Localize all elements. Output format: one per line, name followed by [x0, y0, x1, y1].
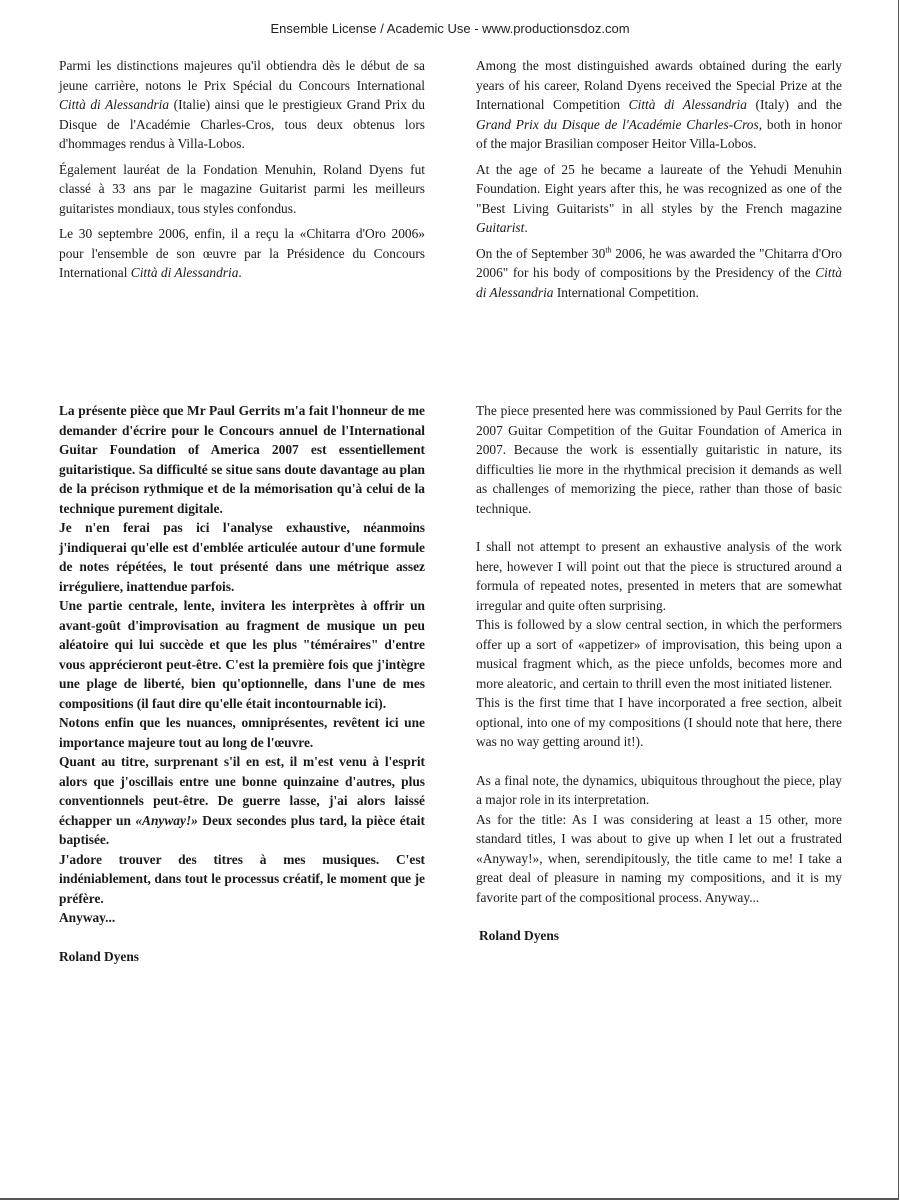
bio-english-paragraph-3: On the of September 30th 2006, he was awarded the "Chitarra d'Oro 2006" for his body of compositions by the Presidency of the Città di Alessandria International Competition.	[476, 245, 842, 300]
note-english-column	[476, 401, 842, 946]
bio-english-paragraph-2: At the age of 25 he became a laureate of the Yehudi Menuhin Foundation. Eight years after this, he was recognized as one of the "Best Living Guitarists" in all styles by the French magazine Guitarist.	[476, 161, 842, 235]
note-english-paragraph-4: This is the first time that I have incorporated a free section, albeit optional, into one of my compositions (I should note that here, there was no way getting around it!).	[476, 695, 842, 749]
note-english-paragraph-3: This is followed by a slow central section, in which the performers offer up a sort of «appetizer» of improvisation, this being upon a musical fragment which, as the piece unfolds, becomes more and more aleatoric, and certain to thrill even the most initiated listener.	[476, 617, 842, 691]
bio-french-column	[59, 56, 425, 283]
bio-french-paragraph-3: Le 30 septembre 2006, enfin, il a reçu la «Chitarra d'Oro 2006» pour l'ensemble de son œuvre par la Présidence du Concours International Città di Alessandria.	[59, 226, 425, 280]
bio-french-paragraph-2: Également lauréat de la Fondation Menuhin, Roland Dyens fut classé à 33 ans par le magazine Guitarist parmi les meilleurs guitaristes mondiaux, tous styles confondus.	[59, 161, 425, 216]
signature-french: Roland Dyens	[59, 948, 139, 964]
note-english-paragraph-6: As for the title: As I was considering at least a 15 other, more standard titles, I was about to give up when I let out a frustrated «Anyway!», when, serendipitously, the title came to me! I take a great deal of pleasure in naming my compositions, and it is my favorite part of the compositional process. Anyway...	[476, 811, 842, 905]
page-header: Ensemble License / Academic Use - www.productionsdoz.com	[270, 21, 630, 36]
note-french-paragraph-3: Une partie centrale, lente, invitera les interprètes à offrir un avant-goût d'improvisation au fragment de musique un peu aléatoire qui lui succède et que les plus "téméraires" d'entre vous apprécieront peut-être. C'est la première fois que j'intègre une plage de liberté, bien qu'optionnelle, dans l'une de mes compositions (il faut dire qu'elle était incontournable ici).	[59, 598, 425, 711]
note-english-paragraph-1: The piece presented here was commissioned by Paul Gerrits for the 2007 Guitar Competition of the Guitar Foundation of America in 2007. Because the work is essentially guitaristic in nature, its difficulties lie more in the rhythmical precision it demands as well as challenges of memorizing the piece, rather than those of basic technique.	[476, 403, 842, 516]
bio-french-paragraph-1: Parmi les distinctions majeures qu'il obtiendra dès le début de sa jeune carrière, notons le Prix Spécial du Concours International Città di Alessandria (Italie) ainsi que le prestigieux Grand Prix du Disque de l'Académie Charles-Cros, tous deux obtenus lors d'hommages rendus à Villa-Lobos.	[59, 58, 425, 151]
note-english-paragraph-5: As a final note, the dynamics, ubiquitous throughout the piece, play a major role in its interpretation.	[476, 772, 842, 807]
note-french-paragraph-6: J'adore trouver des titres à mes musiques. C'est indéniablement, dans tout le processus créatif, le moment que je préfère.	[59, 851, 425, 906]
note-french-closing: Anyway...	[59, 910, 116, 925]
bio-english-column	[476, 56, 842, 302]
note-french-paragraph-2: Je n'en ferai pas ici l'analyse exhaustive, néanmoins j'indiquerai qu'elle est d'emblée articulée autour d'une formule de notes répétées, le tout présenté dans une métrique assez irréguliere, inattendue parfois.	[59, 520, 425, 594]
note-french-column	[59, 401, 425, 966]
note-french-paragraph-1: La présente pièce que Mr Paul Gerrits m'a fait l'honneur de me demander d'écrire pour le Concours annuel de l'International Guitar Foundation of America 2007 est essentiellement guitaristique. Sa difficulté se situe sans doute davantage au plan de la précison rythmique et de la mémorisation qu'à celui de la technique purement digitale.	[59, 403, 425, 516]
note-english-paragraph-2: I shall not attempt to present an exhaustive analysis of the work here, however I will point out that the piece is structured around a formula of repeated notes, presented in meters that are somewhat irregular and quite often surprising.	[476, 539, 842, 613]
bio-english-paragraph-1: Among the most distinguished awards obtained during the early years of his career, Roland Dyens received the Special Prize at the International Competition Città di Alessandria (Italy) and the Grand Prix du Disque de l'Académie Charles-Cros, both in honor of the major Brasilian composer Heitor Villa-Lobos.	[476, 58, 842, 151]
note-french-paragraph-5: Quant au titre, surprenant s'il en est, il m'est venu à l'esprit alors que j'oscillais entre une bonne quinzaine d'autres, plus conventionnels peut-être. De guerre lasse, j'ai alors laissé échapper un «Anyway!» Deux secondes plus tard, la pièce était baptisée.	[59, 754, 425, 847]
signature-english: Roland Dyens	[479, 928, 559, 943]
note-french-paragraph-4: Notons enfin que les nuances, omniprésentes, revêtent ici une importance majeure tout au long de l'œuvre.	[59, 715, 425, 750]
